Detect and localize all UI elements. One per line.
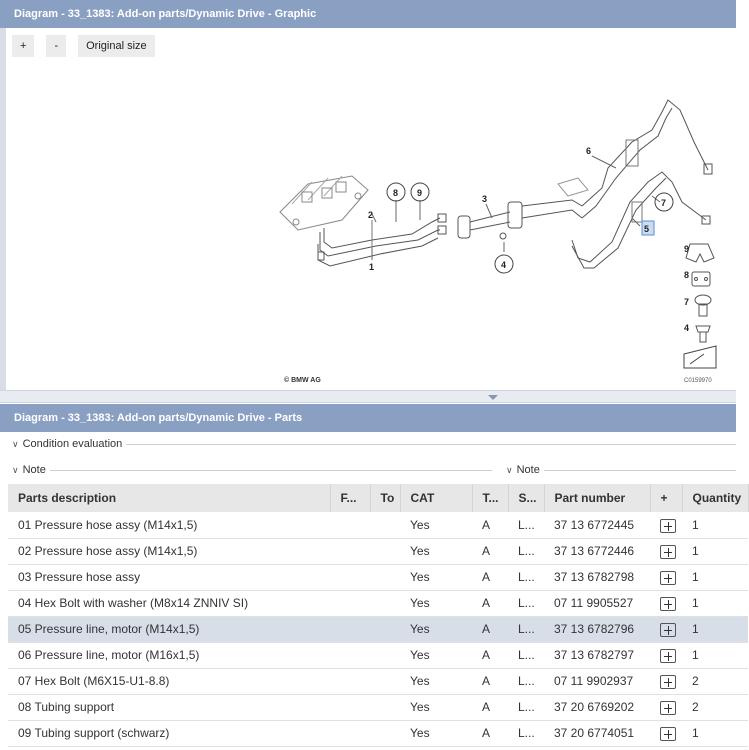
col-parts-description[interactable]: Parts description bbox=[8, 484, 330, 512]
part-number: 37 13 6782798 bbox=[544, 564, 650, 590]
add-to-cart-cell bbox=[650, 590, 682, 616]
add-to-cart-cell bbox=[650, 694, 682, 720]
part-number: 37 20 6774051 bbox=[544, 720, 650, 746]
part-cat: Yes bbox=[400, 668, 472, 694]
part-quantity: 1 bbox=[682, 564, 748, 590]
part-to bbox=[370, 720, 400, 746]
note-left-label: Note bbox=[22, 464, 46, 476]
part-to bbox=[370, 694, 400, 720]
image-code: C0159970 bbox=[684, 378, 712, 384]
add-to-cart-cell bbox=[650, 512, 682, 538]
left-edge-divider bbox=[0, 28, 6, 390]
part-from bbox=[330, 512, 370, 538]
col-to[interactable]: To bbox=[370, 484, 400, 512]
left-hoses-drawing bbox=[318, 214, 446, 266]
part-description: 01 Pressure hose assy (M14x1,5) bbox=[8, 512, 330, 538]
callout-4[interactable]: 4 bbox=[501, 260, 507, 270]
zoom-in-button[interactable]: + bbox=[12, 35, 34, 57]
part-from bbox=[330, 720, 370, 746]
part-type: A bbox=[472, 720, 508, 746]
part-type: A bbox=[472, 512, 508, 538]
part-description: 08 Tubing support bbox=[8, 694, 330, 720]
part-cat: Yes bbox=[400, 564, 472, 590]
add-to-cart-icon[interactable] bbox=[660, 649, 676, 663]
panel-splitter[interactable] bbox=[0, 390, 736, 403]
callout-5[interactable]: 5 bbox=[644, 224, 650, 234]
add-to-cart-cell bbox=[650, 720, 682, 746]
chevron-down-icon: ∨ bbox=[12, 438, 19, 449]
part-type: A bbox=[472, 616, 508, 642]
part-to bbox=[370, 512, 400, 538]
note-left-section[interactable] bbox=[12, 461, 492, 479]
col-t[interactable]: T... bbox=[472, 484, 508, 512]
parts-table bbox=[8, 484, 749, 747]
part-to bbox=[370, 668, 400, 694]
callout-8[interactable]: 8 bbox=[393, 188, 399, 198]
chevron-down-icon: ∨ bbox=[506, 464, 513, 475]
part-s: L... bbox=[508, 694, 544, 720]
part-quantity: 1 bbox=[682, 512, 748, 538]
part-cat: Yes bbox=[400, 512, 472, 538]
part-cat: Yes bbox=[400, 590, 472, 616]
callout-leaders bbox=[372, 156, 660, 260]
part-type: A bbox=[472, 564, 508, 590]
center-fitting-drawing bbox=[458, 200, 582, 239]
part-number: 37 13 6772445 bbox=[544, 512, 650, 538]
callout-2[interactable]: 2 bbox=[368, 210, 374, 220]
add-to-cart-icon[interactable] bbox=[660, 701, 676, 715]
legend-num-9: 9 bbox=[684, 244, 690, 254]
part-from bbox=[330, 590, 370, 616]
part-s: L... bbox=[508, 616, 544, 642]
part-s: L... bbox=[508, 512, 544, 538]
add-to-cart-icon[interactable] bbox=[660, 597, 676, 611]
part-quantity: 2 bbox=[682, 668, 748, 694]
part-s: L... bbox=[508, 590, 544, 616]
table-row[interactable] bbox=[8, 564, 748, 590]
part-s: L... bbox=[508, 668, 544, 694]
section-rule bbox=[50, 470, 492, 471]
add-to-cart-icon[interactable] bbox=[660, 519, 676, 533]
col-s[interactable]: S... bbox=[508, 484, 544, 512]
add-to-cart-cell bbox=[650, 668, 682, 694]
part-cat: Yes bbox=[400, 720, 472, 746]
legend-num-4: 4 bbox=[684, 323, 690, 333]
part-description: 03 Pressure hose assy bbox=[8, 564, 330, 590]
part-type: A bbox=[472, 668, 508, 694]
add-to-cart-cell bbox=[650, 642, 682, 668]
table-row[interactable] bbox=[8, 694, 748, 720]
col-part-number[interactable]: Part number bbox=[544, 484, 650, 512]
part-number: 07 11 9902937 bbox=[544, 668, 650, 694]
part-type: A bbox=[472, 642, 508, 668]
part-s: L... bbox=[508, 538, 544, 564]
add-to-cart-icon[interactable] bbox=[660, 623, 676, 637]
condition-evaluation-label: Condition evaluation bbox=[22, 438, 123, 450]
part-type: A bbox=[472, 694, 508, 720]
col-cat[interactable]: CAT bbox=[400, 484, 472, 512]
callout-1[interactable]: 1 bbox=[369, 262, 375, 272]
add-to-cart-icon[interactable] bbox=[660, 727, 676, 741]
part-number: 37 20 6769202 bbox=[544, 694, 650, 720]
part-to bbox=[370, 590, 400, 616]
part-to bbox=[370, 538, 400, 564]
callout-7[interactable]: 7 bbox=[661, 198, 667, 208]
legend-num-8: 8 bbox=[684, 270, 690, 280]
part-type: A bbox=[472, 590, 508, 616]
part-number: 07 11 9905527 bbox=[544, 590, 650, 616]
part-description: 02 Pressure hose assy (M14x1,5) bbox=[8, 538, 330, 564]
part-quantity: 1 bbox=[682, 590, 748, 616]
add-to-cart-cell bbox=[650, 616, 682, 642]
part-quantity: 1 bbox=[682, 538, 748, 564]
add-to-cart-cell bbox=[650, 538, 682, 564]
part-description: 04 Hex Bolt with washer (M8x14 ZNNIV SI) bbox=[8, 590, 330, 616]
part-type: A bbox=[472, 538, 508, 564]
part-cat: Yes bbox=[400, 642, 472, 668]
part-to bbox=[370, 642, 400, 668]
part-from bbox=[330, 538, 370, 564]
col-add[interactable]: + bbox=[650, 484, 682, 512]
part-s: L... bbox=[508, 720, 544, 746]
parts-panel-title: Diagram - 33_1383: Add-on parts/Dynamic Drive - Parts bbox=[0, 404, 736, 432]
add-to-cart-icon[interactable] bbox=[660, 571, 676, 585]
part-to bbox=[370, 564, 400, 590]
parts-diagram[interactable] bbox=[272, 72, 720, 390]
table-row[interactable] bbox=[8, 590, 748, 616]
table-row[interactable] bbox=[8, 720, 748, 746]
table-row[interactable] bbox=[8, 668, 748, 694]
note-right-label: Note bbox=[516, 464, 540, 476]
part-s: L... bbox=[508, 642, 544, 668]
table-header-row bbox=[8, 484, 748, 512]
part-from bbox=[330, 694, 370, 720]
add-to-cart-icon[interactable] bbox=[660, 675, 676, 689]
part-from bbox=[330, 668, 370, 694]
col-quantity[interactable]: Quantity bbox=[682, 484, 748, 512]
chevron-down-icon: ∨ bbox=[12, 464, 19, 475]
section-rule bbox=[126, 444, 736, 445]
table-row[interactable] bbox=[8, 616, 748, 642]
legend-num-7: 7 bbox=[684, 297, 690, 307]
part-s: L... bbox=[508, 564, 544, 590]
part-number: 37 13 6772446 bbox=[544, 538, 650, 564]
part-number: 37 13 6782797 bbox=[544, 642, 650, 668]
part-to bbox=[370, 616, 400, 642]
callout-6[interactable]: 6 bbox=[586, 146, 592, 156]
copyright-text: © BMW AG bbox=[284, 377, 321, 384]
original-size-button[interactable]: Original size bbox=[78, 35, 155, 57]
condition-evaluation-section[interactable] bbox=[12, 435, 736, 453]
part-description: 06 Pressure line, motor (M16x1,5) bbox=[8, 642, 330, 668]
add-to-cart-icon[interactable] bbox=[660, 545, 676, 559]
part-cat: Yes bbox=[400, 538, 472, 564]
part-description: 05 Pressure line, motor (M14x1,5) bbox=[8, 616, 330, 642]
part-quantity: 2 bbox=[682, 694, 748, 720]
right-lines-drawing bbox=[558, 100, 712, 268]
zoom-out-button[interactable]: - bbox=[46, 35, 66, 57]
table-row[interactable] bbox=[8, 642, 748, 668]
part-from bbox=[330, 564, 370, 590]
add-to-cart-cell bbox=[650, 564, 682, 590]
col-from[interactable]: F... bbox=[330, 484, 370, 512]
part-from bbox=[330, 642, 370, 668]
collapse-arrow-icon[interactable] bbox=[488, 395, 498, 400]
part-number: 37 13 6782796 bbox=[544, 616, 650, 642]
part-quantity: 1 bbox=[682, 720, 748, 746]
callout-3[interactable]: 3 bbox=[482, 194, 488, 204]
section-rule bbox=[544, 470, 736, 471]
part-quantity: 1 bbox=[682, 642, 748, 668]
part-description: 09 Tubing support (schwarz) bbox=[8, 720, 330, 746]
table-row[interactable] bbox=[8, 538, 748, 564]
part-cat: Yes bbox=[400, 616, 472, 642]
table-row[interactable] bbox=[8, 512, 748, 538]
valve-block-drawing bbox=[280, 176, 368, 230]
part-cat: Yes bbox=[400, 694, 472, 720]
callout-9[interactable]: 9 bbox=[417, 188, 423, 198]
graphic-panel-title: Diagram - 33_1383: Add-on parts/Dynamic Drive - Graphic bbox=[0, 0, 736, 28]
part-quantity: 1 bbox=[682, 616, 748, 642]
note-right-section[interactable] bbox=[506, 461, 736, 479]
part-description: 07 Hex Bolt (M6X15-U1-8.8) bbox=[8, 668, 330, 694]
part-from bbox=[330, 616, 370, 642]
graphic-toolbar bbox=[12, 35, 155, 57]
